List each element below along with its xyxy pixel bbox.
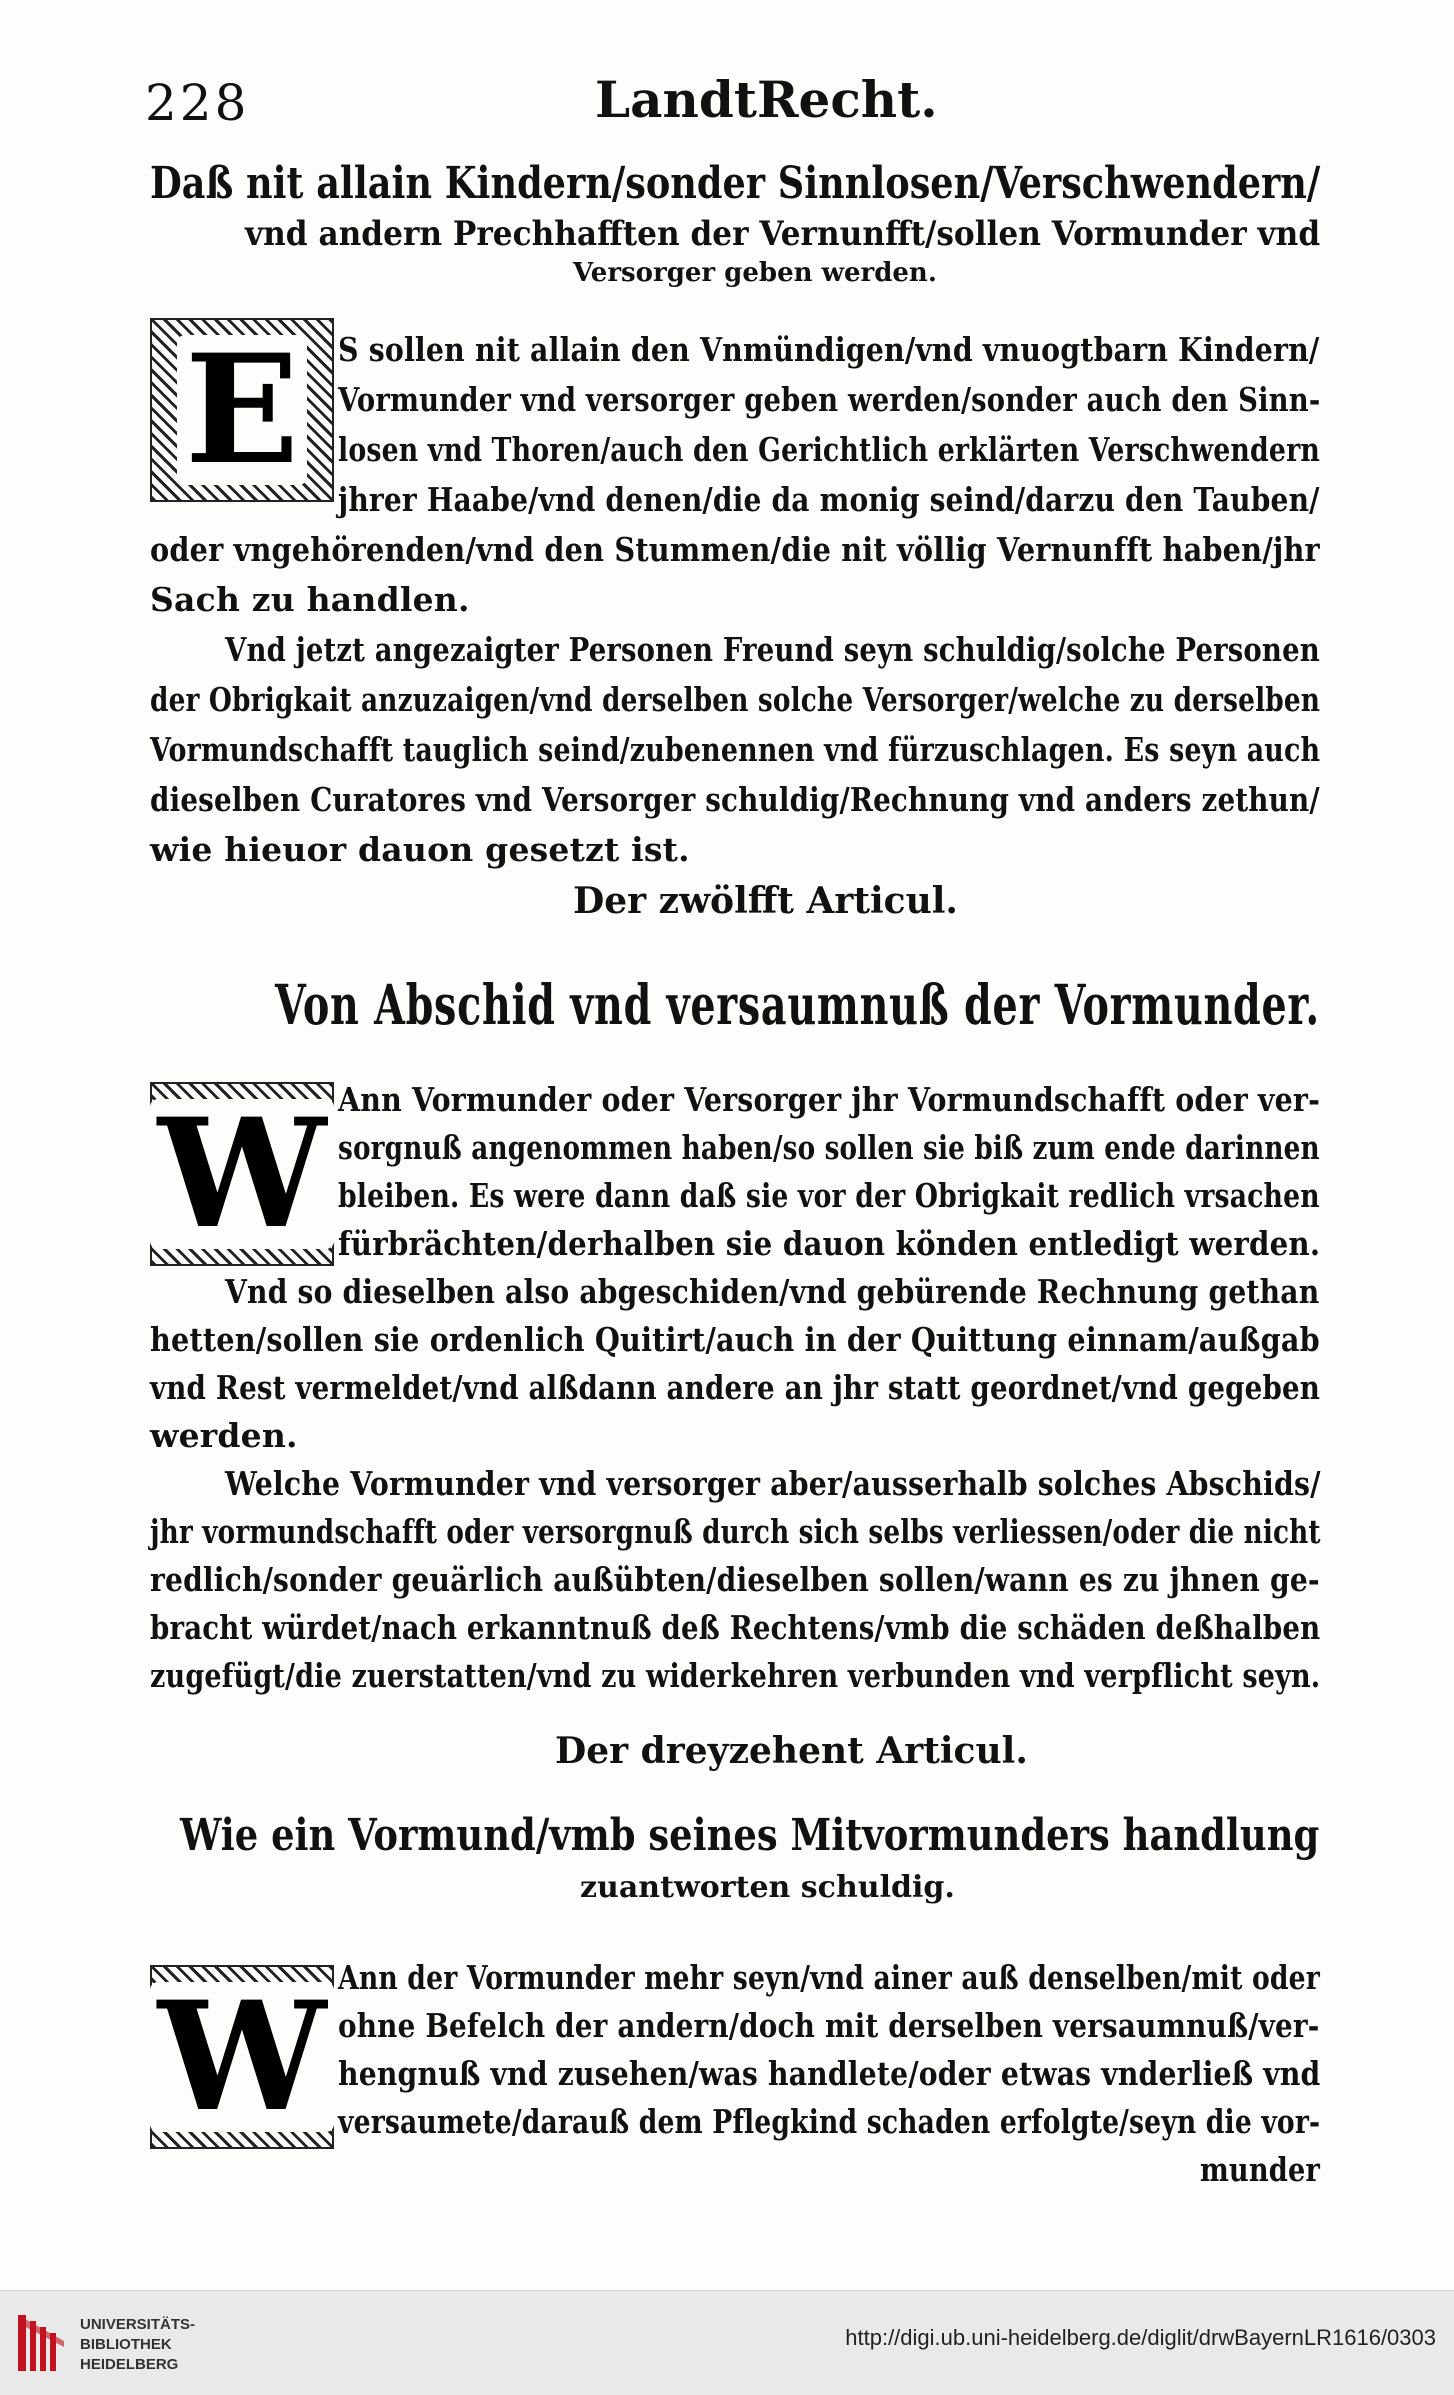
- section2-line-9: Welche Vormunder vnd versorger aber/ausserhalb solches Abschids/: [225, 1464, 1321, 1503]
- running-title: LandtRecht.: [595, 70, 938, 129]
- section2-drop-cap-letter: W: [150, 1099, 334, 1249]
- section1-line-10: dieselben Curatores vnd Versorger schuldig/Rechnung vnd anders zethun/: [150, 780, 1320, 819]
- section1-drop-cap-letter: E: [177, 335, 307, 485]
- section2-line-2: sorgnuß angenommen haben/so sollen sie biß zum ende darinnen: [338, 1128, 1320, 1167]
- section3-line-1: Ann der Vormunder mehr seyn/vnd ainer auß denselben/mit oder: [338, 1958, 1320, 1997]
- catchword: munder: [1200, 2150, 1320, 2189]
- section2-line-6: hetten/sollen sie ordenlich Quitirt/auch in der Quittung einnam/außgab: [150, 1320, 1320, 1359]
- section2-line-7: vnd Rest vermeldet/vnd alßdann andere an jhr statt geordnet/vnd gegeben: [150, 1368, 1321, 1407]
- section2-article-number: Der zwölfft Articul.: [573, 880, 958, 922]
- section1-line-9: Vormundschafft tauglich seind/zubenennen vnd fürzuschlagen. Es seyn auch: [150, 730, 1321, 769]
- section3-line-4: versaumete/darauß dem Pflegkind schaden erfolgte/seyn die vor-: [338, 2102, 1321, 2141]
- section1-line-2: Vormunder vnd versorger geben werden/sonder auch den Sinn-: [338, 380, 1321, 419]
- section1-heading-line-1: Daß nit allain Kindern/sonder Sinnlosen/Verschwendern/: [150, 158, 1321, 209]
- section2-line-13: zugefügt/die zuerstatten/vnd zu widerkehren verbunden vnd verpflicht seyn.: [150, 1656, 1321, 1695]
- section1-line-6: Sach zu handlen.: [150, 580, 470, 619]
- section2-line-12: bracht würdet/nach erkanntnuß deß Rechtens/vmb die schäden deßhalben: [150, 1608, 1321, 1647]
- section1-line-1: S sollen nit allain den Vnmündigen/vnd vnuogtbarn Kindern/: [338, 330, 1320, 369]
- section2-line-11: redlich/sonder geuärlich außübten/dieselben sollen/wann es zu jhnen ge-: [150, 1560, 1320, 1599]
- section2-line-4: fürbrächten/derhalben sie dauon könden entledigt werden.: [338, 1224, 1321, 1263]
- source-url-link[interactable]: http://digi.ub.uni-heidelberg.de/diglit/drwBayernLR1616/0303: [845, 2325, 1436, 2350]
- logo-text-line-1: UNIVERSITÄTS-: [80, 2316, 196, 2333]
- section1-line-4: jhrer Haabe/vnd denen/die da monig seind/darzu den Tauben/: [338, 480, 1320, 519]
- logo-text-line-3: HEIDELBERG: [80, 2356, 179, 2373]
- page-number: 228: [145, 74, 250, 132]
- section3-article-number: Der dreyzehent Articul.: [555, 1730, 1028, 1772]
- section1-drop-cap: [150, 318, 334, 502]
- university-library-logo-icon: [14, 2311, 68, 2375]
- section1-line-8: der Obrigkait anzuzaigen/vnd derselben solche Versorger/welche zu derselben: [150, 680, 1321, 719]
- section1-line-5: oder vngehörenden/vnd den Stummen/die nit völlig Vernunfft haben/jhr: [150, 530, 1320, 569]
- section2-line-8: werden.: [150, 1416, 298, 1455]
- section1-line-3: losen vnd Thoren/auch den Gerichtlich erklärten Verschwendern: [338, 430, 1320, 469]
- footer-bar: [0, 2290, 1454, 2395]
- logo-text-line-2: BIBLIOTHEK: [80, 2336, 172, 2353]
- section2-drop-cap: [150, 1082, 334, 1266]
- section2-line-5: Vnd so dieselben also abgeschiden/vnd gebürende Rechnung gethan: [225, 1272, 1320, 1311]
- section3-line-3: hengnuß vnd zusehen/was handlete/oder etwas vnderließ vnd: [338, 2054, 1321, 2093]
- section1-heading-line-3: Versorger geben werden.: [573, 258, 937, 288]
- section2-line-3: bleiben. Es were dann daß sie vor der Obrigkait redlich vrsachen: [338, 1176, 1320, 1215]
- section2-title: Von Abschid vnd versaumnuß der Vormunder.: [275, 972, 1320, 1037]
- section1-line-11: wie hieuor dauon gesetzt ist.: [150, 830, 690, 869]
- section3-line-2: ohne Befelch der andern/doch mit derselben versaumnuß/ver-: [338, 2006, 1320, 2045]
- section3-drop-cap: [150, 1965, 334, 2149]
- section3-drop-cap-letter: W: [150, 1982, 334, 2132]
- section1-line-7: Vnd jetzt angezaigter Personen Freund seyn schuldig/solche Personen: [225, 630, 1320, 669]
- section3-subtitle: zuantworten schuldig.: [580, 1870, 955, 1905]
- section2-line-10: jhr vormundschafft oder versorgnuß durch sich selbs verliessen/oder die nicht: [150, 1512, 1321, 1551]
- section1-heading-line-2: vnd andern Prechhafften der Vernunfft/sollen Vormunder vnd: [245, 214, 1321, 254]
- section3-title: Wie ein Vormund/vmb seines Mitvormunders handlung: [180, 1810, 1320, 1861]
- section2-line-1: Ann Vormunder oder Versorger jhr Vormundschafft oder ver-: [338, 1080, 1321, 1119]
